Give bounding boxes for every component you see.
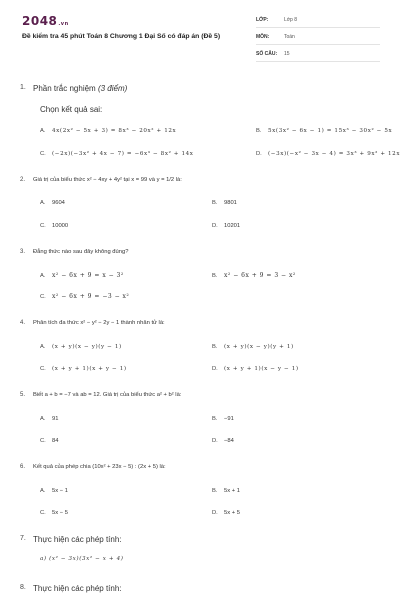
option-a[interactable]: A. 4x(2x² − 5x + 3) = 8x³ − 20x² + 12x (40, 128, 177, 134)
meta-class (256, 12, 380, 28)
option-c[interactable]: C. 5x − 5 (40, 510, 68, 516)
question-text: Kết quả của phép chia (10x² + 23x − 5) : (2x + 5) là: (33, 464, 166, 470)
option-d[interactable]: D. 5x + 5 (212, 510, 240, 516)
site-logo[interactable]: 2048.vn (22, 14, 69, 28)
meta-key: SỐ CÂU: (256, 51, 278, 57)
meta-key: MÔN: (256, 34, 270, 40)
question-text: Biết a + b = −7 và ab = 12. Giá trị của biểu thức a² + b² là: (33, 392, 182, 398)
question-number: 2. (20, 177, 26, 183)
document-header (0, 0, 400, 68)
option-a[interactable]: A. (x + y)(x − y)(y − 1) (40, 344, 122, 350)
meta-value: 15 (284, 51, 290, 57)
question-text: Đẳng thức nào sau đây không đúng? (33, 249, 129, 255)
question-text: Thực hiện các phép tính: (33, 584, 122, 593)
question-7-part-a: a) (x² − 3x)(3x² − x + 4) (40, 556, 124, 562)
option-b[interactable]: B. 5x(3x² − 6x − 1) = 15x³ − 30x² − 5x (256, 128, 393, 134)
option-a[interactable]: A. 91 (40, 416, 59, 422)
question-text: Thực hiện các phép tính: (33, 535, 122, 544)
question-number: 8. (20, 584, 26, 591)
question-number: 6. (20, 464, 26, 470)
option-c[interactable]: C. (−2x)(−3x² + 4x − 7) = −6x³ − 8x² + 14x (40, 151, 194, 157)
question-1-subtext: Chọn kết quả sai: (40, 105, 103, 114)
meta-subject (256, 29, 380, 45)
option-d[interactable]: D. (x + y + 1)(x − y − 1) (212, 366, 299, 372)
question-number: 4. (20, 320, 26, 326)
question-text: Phần trắc nghiệm (3 điểm) (33, 84, 128, 93)
question-number: 3. (20, 249, 26, 255)
question-number: 7. (20, 535, 26, 542)
meta-key: LỚP: (256, 17, 269, 23)
meta-value: Lớp 8 (284, 17, 298, 23)
option-a[interactable]: A. x² − 6x + 9 = x − 3² (40, 272, 124, 279)
page-title: Đề kiểm tra 45 phút Toán 8 Chương 1 Đại Số có đáp án (Đề 5) (22, 33, 221, 40)
option-a[interactable]: A. 9604 (40, 200, 65, 206)
option-b[interactable]: B. 5x + 1 (212, 488, 240, 494)
option-b[interactable]: B. x² − 6x + 9 = 3 − x² (212, 272, 296, 279)
option-c[interactable]: C. x² − 6x + 9 = −3 − x² (40, 293, 130, 300)
option-d[interactable]: D. −84 (212, 438, 234, 444)
meta-question-count (256, 46, 380, 62)
option-c[interactable]: C. (x + y + 1)(x + y − 1) (40, 366, 127, 372)
question-number: 5. (20, 392, 26, 398)
option-d[interactable]: D. (−3x)(−x² − 3x − 4) = 3x³ + 9x² + 12x (256, 151, 400, 157)
option-a[interactable]: A. 5x − 1 (40, 488, 68, 494)
option-b[interactable]: B. 9801 (212, 200, 237, 206)
option-c[interactable]: C. 10000 (40, 223, 69, 229)
option-d[interactable]: D. 10201 (212, 223, 241, 229)
question-number: 1. (20, 84, 26, 91)
option-b[interactable]: B. −91 (212, 416, 234, 422)
option-b[interactable]: B. (x + y)(x − y)(y + 1) (212, 344, 294, 350)
question-text: Giá trị của biểu thức x² − 4xy + 4y² tại x = 99 và y = 1/2 là: (33, 177, 182, 183)
question-text: Phân tích đa thức x² − y² − 2y − 1 thành nhân tử là: (33, 320, 165, 326)
meta-value: Toán (284, 34, 295, 40)
option-c[interactable]: C. 84 (40, 438, 59, 444)
